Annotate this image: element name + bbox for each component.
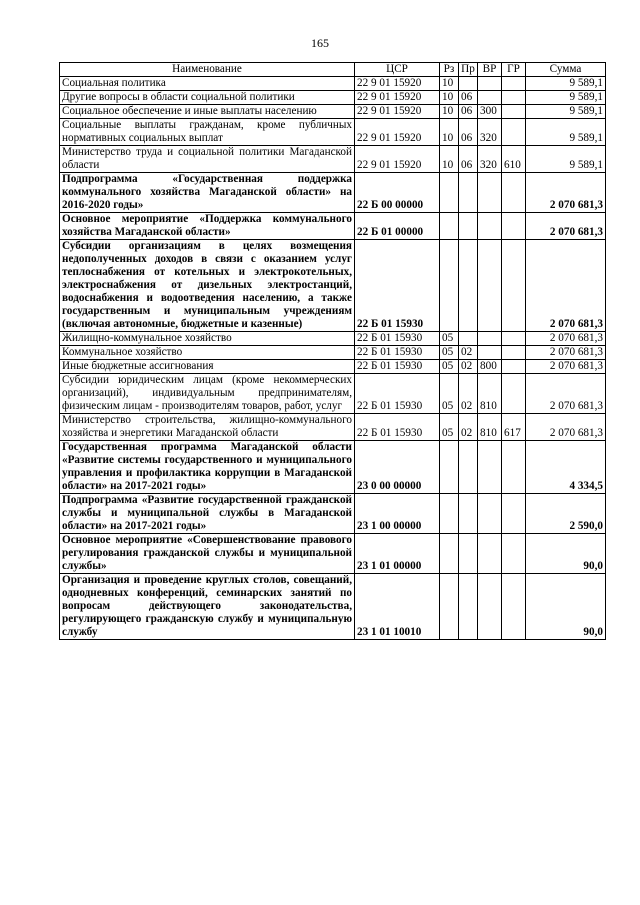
row-csr: 23 1 01 00000: [355, 534, 440, 574]
row-name: Социальная политика: [60, 77, 355, 91]
table-row: [60, 91, 606, 105]
row-pr: [459, 534, 478, 574]
header-pr: Пр: [459, 63, 478, 77]
row-gr: [502, 105, 526, 119]
row-gr: [502, 119, 526, 146]
row-sum: 90,0: [526, 574, 606, 640]
row-rz: 05: [440, 360, 459, 374]
header-gr: ГР: [502, 63, 526, 77]
row-name: Субсидии юридическим лицам (кроме некоммерческих организаций), индивидуальным предпринимателям, физическим лицам - производителям товаров, работ, услуг: [60, 374, 355, 414]
row-vr: [478, 441, 502, 494]
row-gr: 617: [502, 414, 526, 441]
row-csr: 22 Б 01 15930: [355, 240, 440, 332]
row-pr: [459, 494, 478, 534]
row-csr: 22 Б 01 15930: [355, 346, 440, 360]
row-sum: 4 334,5: [526, 441, 606, 494]
row-sum: 9 589,1: [526, 119, 606, 146]
table-row: [60, 360, 606, 374]
row-csr: 23 1 01 10010: [355, 574, 440, 640]
row-sum: 2 070 681,3: [526, 374, 606, 414]
row-gr: [502, 346, 526, 360]
row-sum: 2 070 681,3: [526, 414, 606, 441]
table-header-row: [60, 63, 606, 77]
row-sum: 9 589,1: [526, 105, 606, 119]
row-name: Коммунальное хозяйство: [60, 346, 355, 360]
row-name: Основное мероприятие «Поддержка коммунального хозяйства Магаданской области»: [60, 213, 355, 240]
row-sum: 2 070 681,3: [526, 213, 606, 240]
row-name: Основное мероприятие «Совершенствование правового регулирования гражданской службы и муниципальной службы»: [60, 534, 355, 574]
row-pr: [459, 574, 478, 640]
row-csr: 22 9 01 15920: [355, 105, 440, 119]
row-vr: 800: [478, 360, 502, 374]
row-pr: 02: [459, 414, 478, 441]
row-csr: 22 Б 01 00000: [355, 213, 440, 240]
row-csr: 23 1 00 00000: [355, 494, 440, 534]
row-pr: [459, 441, 478, 494]
row-name: Подпрограмма «Государственная поддержка коммунального хозяйства Магаданской области» на 2016-2020 годы»: [60, 173, 355, 213]
table-row: [60, 534, 606, 574]
row-rz: 05: [440, 346, 459, 360]
row-gr: 610: [502, 146, 526, 173]
row-csr: 22 Б 01 15930: [355, 360, 440, 374]
row-vr: [478, 240, 502, 332]
row-rz: 05: [440, 374, 459, 414]
header-csr: ЦСР: [355, 63, 440, 77]
row-sum: 2 070 681,3: [526, 240, 606, 332]
row-pr: [459, 332, 478, 346]
row-vr: 810: [478, 374, 502, 414]
row-vr: [478, 494, 502, 534]
row-csr: 22 Б 01 15930: [355, 414, 440, 441]
row-pr: [459, 240, 478, 332]
table-row: [60, 494, 606, 534]
row-rz: [440, 240, 459, 332]
row-gr: [502, 574, 526, 640]
row-rz: [440, 213, 459, 240]
row-gr: [502, 534, 526, 574]
row-name: Государственная программа Магаданской области «Развитие системы государственного и муниципального управления и профилактика коррупции в Магаданской области» на 2017-2021 годы»: [60, 441, 355, 494]
row-sum: 2 590,0: [526, 494, 606, 534]
row-vr: [478, 346, 502, 360]
row-pr: [459, 77, 478, 91]
row-gr: [502, 374, 526, 414]
table-row: [60, 332, 606, 346]
row-csr: 22 9 01 15920: [355, 91, 440, 105]
row-gr: [502, 77, 526, 91]
row-rz: 10: [440, 91, 459, 105]
row-name: Другие вопросы в области социальной политики: [60, 91, 355, 105]
table-row: [60, 240, 606, 332]
row-vr: [478, 91, 502, 105]
row-pr: 02: [459, 374, 478, 414]
row-gr: [502, 441, 526, 494]
row-pr: 06: [459, 105, 478, 119]
row-vr: 300: [478, 105, 502, 119]
row-rz: 10: [440, 146, 459, 173]
row-pr: [459, 173, 478, 213]
row-vr: [478, 534, 502, 574]
row-pr: 06: [459, 119, 478, 146]
row-vr: [478, 173, 502, 213]
header-sum: Сумма: [526, 63, 606, 77]
row-rz: [440, 494, 459, 534]
row-gr: [502, 173, 526, 213]
row-csr: 22 9 01 15920: [355, 77, 440, 91]
row-sum: 2 070 681,3: [526, 346, 606, 360]
table-row: [60, 414, 606, 441]
row-name: Жилищно-коммунальное хозяйство: [60, 332, 355, 346]
row-csr: 22 Б 01 15930: [355, 332, 440, 346]
table-row: [60, 213, 606, 240]
row-vr: [478, 77, 502, 91]
row-vr: [478, 574, 502, 640]
row-gr: [502, 240, 526, 332]
row-name: Социальное обеспечение и иные выплаты населению: [60, 105, 355, 119]
row-gr: [502, 494, 526, 534]
row-rz: 10: [440, 119, 459, 146]
row-csr: 23 0 00 00000: [355, 441, 440, 494]
row-rz: 10: [440, 77, 459, 91]
row-pr: 06: [459, 91, 478, 105]
row-gr: [502, 360, 526, 374]
row-csr: 22 9 01 15920: [355, 119, 440, 146]
row-rz: [440, 574, 459, 640]
table-row: [60, 173, 606, 213]
row-name: Организация и проведение круглых столов, совещаний, однодневных конференций, семинарских занятий по вопросам действующего законодательства, регулирующего гражданскую службу и муниципальную службу: [60, 574, 355, 640]
table-row: [60, 346, 606, 360]
table-row: [60, 77, 606, 91]
row-pr: 02: [459, 346, 478, 360]
row-name: Министерство строительства, жилищно-коммунального хозяйства и энергетики Магаданской области: [60, 414, 355, 441]
row-pr: 02: [459, 360, 478, 374]
table-row: [60, 574, 606, 640]
row-name: Субсидии организациям в целях возмещения недополученных доходов в связи с оказанием услуг теплоснабжения от котельных и электрокотельных, электроснабжения от дизельных электростанций, водоснабжения и водоотведения населению, а также государственным и муниципальным учреждениям (включая автономные, бюджетные и казенные): [60, 240, 355, 332]
budget-table: [59, 62, 606, 640]
header-name: Наименование: [60, 63, 355, 77]
table-row: [60, 441, 606, 494]
row-sum: 2 070 681,3: [526, 332, 606, 346]
table-row: [60, 105, 606, 119]
row-vr: 320: [478, 119, 502, 146]
row-sum: 90,0: [526, 534, 606, 574]
row-rz: 05: [440, 332, 459, 346]
row-gr: [502, 332, 526, 346]
row-sum: 2 070 681,3: [526, 360, 606, 374]
row-name: Министерство труда и социальной политики Магаданской области: [60, 146, 355, 173]
row-name: Подпрограмма «Развитие государственной гражданской службы и муниципальной службы в Магаданской области» на 2017-2021 годы»: [60, 494, 355, 534]
row-rz: [440, 441, 459, 494]
row-csr: 22 Б 00 00000: [355, 173, 440, 213]
row-vr: 320: [478, 146, 502, 173]
table-row: [60, 146, 606, 173]
row-pr: [459, 213, 478, 240]
row-name: Социальные выплаты гражданам, кроме публичных нормативных социальных выплат: [60, 119, 355, 146]
page-number: 165: [311, 36, 329, 50]
row-name: Иные бюджетные ассигнования: [60, 360, 355, 374]
row-sum: 9 589,1: [526, 77, 606, 91]
row-rz: [440, 534, 459, 574]
row-gr: [502, 213, 526, 240]
row-vr: [478, 332, 502, 346]
row-csr: 22 9 01 15920: [355, 146, 440, 173]
row-rz: 10: [440, 105, 459, 119]
row-sum: 9 589,1: [526, 146, 606, 173]
row-vr: [478, 213, 502, 240]
header-rz: Рз: [440, 63, 459, 77]
row-csr: 22 Б 01 15930: [355, 374, 440, 414]
row-vr: 810: [478, 414, 502, 441]
row-gr: [502, 91, 526, 105]
row-rz: [440, 173, 459, 213]
table-row: [60, 374, 606, 414]
header-vr: ВР: [478, 63, 502, 77]
row-pr: 06: [459, 146, 478, 173]
row-sum: 9 589,1: [526, 91, 606, 105]
row-rz: 05: [440, 414, 459, 441]
table-row: [60, 119, 606, 146]
row-sum: 2 070 681,3: [526, 173, 606, 213]
